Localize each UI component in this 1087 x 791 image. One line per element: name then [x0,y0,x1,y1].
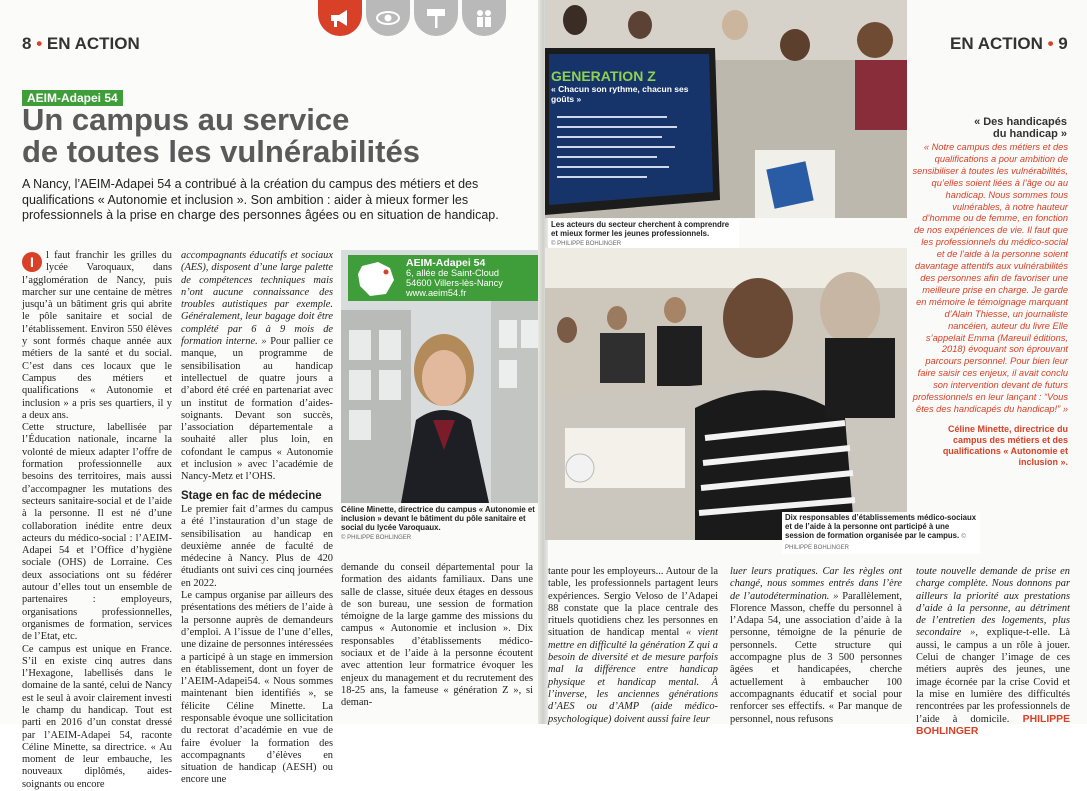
paragraph: demande du conseil départemental pour la formation des aidants familiaux. Dans une salle de classe, située deux étages en dessous de son bureau, une session de formation témoigne de la large gamme des missions du campus « Autonomie et inclusion ». Dix responsables d’établissements médico-sociaux et de l’aide à la personne écoutent avec attention leur formatrice évoquer les enjeux du management et du recrutement des 18-25 ans, la fameuse « génération Z », si deman- [341,562,533,710]
classroom-screen-photo [545,0,907,218]
paragraph: accompagnants éducatifs et sociaux (AES), disposent d’une large palette de compétences techniques mais n’ont aucune connaissance des troubles autistiques par exemple. Généralement, leur bagage doit être complété par 6 à 9 mois de formation interne. » Pour pallier ce manque, un programme de sensibilisation au handicap intellectuel de quatre jours a d’abord été créé en partenariat avec un institut de formation d’aides-soignants. Devant son succès, l’association départementale a souhaité aller plus loin, en cofondant le campus « Autonomie et inclusion » avec l’académie de Nancy-Metz et l’OHS. [181,250,333,484]
article-headline: Un campus au service de toutes les vulnérabilités [22,104,522,168]
megaphone-icon [318,0,362,36]
author-signature: PHILIPPE BOHLINGER [916,714,1070,737]
text-column-5 [730,566,902,724]
text-column-2 [181,250,333,724]
article-lead: A Nancy, l’AEIM-Adapei 54 a contribué à la création du campus des métiers et des qualifications « Autonomie et inclusion ». Son ambition : aider à mieux former les professionnels à la prise en charge des personnes âgées ou en situation de handicap. [22,177,512,224]
paragraph: Ce campus est unique en France. S’il en existe cinq autres dans l’Hexagone, labellisés dans le domaine de la santé, celui de Nancy est le seul à avoir clairement investi le champ du handicap. Tout est parti en 2016 d’un constat dressé par l’AEIM-Adapei 54, raconte Céline Minette, sa directrice. « Au moment de leur embauche, les nouveaux diplômés, aides-soignants ou encore [22,644,172,791]
france-map-icon [354,260,398,298]
paragraph: Le premier fait d’armes du campus a été l’instauration d’un stage de sensibilisation au handicap en deuxième année de faculté de médecine à Nancy. Plus de 420 étudiants ont suivi ces cinq journées en 2022. [181,504,333,590]
text-column-4 [548,566,718,724]
website-link[interactable]: www.aeim54.fr [406,288,466,298]
paragraph: tante pour les employeurs... Autour de la table, les professionnels partagent leurs expériences. Sergio Veloso de l’Adapei 88 constate que la place centrale des rituels quotidiens chez les personnes en situation de handicap mental « vient mettre en difficulté la génération Z qui a besoin de diversité et de mesure parfois mal la différence entre handicap physique et handicap mental. À l’inverse, les anciennes générations d’AES ou d’AMP (aide médico-psychologique) doivent aussi faire leur [548,566,718,726]
paragraph: luer leurs pratiques. Car les règles ont changé, nous sommes entrés dans l’ère de l’autodétermination. » Parallèlement, Florence Masson, cheffe du personnel à l’Adapa 54, une association d’aide à la personne, témoigne de la pénurie de personnels. Cette structure qui accompagne plus de 3 500 personnes âgées et handicapées, cherche actuellement à embaucher 100 accompagnants éducatif et social pour renforcer ses effectifs. « Par manque de personnel, nous refusons [730,566,902,726]
classroom-photo [545,248,907,540]
left-folio: 8 • EN ACTION [22,34,140,54]
sidebar-signature: Céline Minette, directrice du campus des métiers et des qualifications « Autonomie et inclusion ». [915,424,1068,468]
text-column-1 [22,250,172,724]
paragraph: l faut franchir les grilles du lycée Varoquaux, dans l’agglomération de Nancy, puis marcher sur une centaine de mètres jusqu’à un bâtiment gris qui abrite le pôle sanitaire et social de l’établissement. Environ 550 élèves y sont formés chaque année aux métiers de la santé et du social. C’est dans ces locaux que le Campus des métiers et qualifications « Autonomie et inclusion » a pris ses quartiers, il y a deux ans. [22,250,172,422]
signpost-icon [414,0,458,36]
text-column-6 [916,566,1070,724]
classroom-caption: Dix responsables d’établissements médico-sociaux et de l’aide à la personne ont participé à une session de formation organisée par le campus. © PHILIPPE BOHLINGER [782,512,980,554]
address-box: AEIM-Adapei 54 6, allée de Saint-Cloud 54600 Villers-lès-Nancy www.aeim54.fr [348,255,538,301]
sidebar-quote: « Notre campus des métiers et des qualifications a pour ambition de sensibiliser à toutes les vulnérabilités, qu’elles soient liées à l’âge ou au handicap. Nous sommes tous vulnérables, à notre hauteur d’homme ou de femme, en fonction de nos expériences de vie. Il faut que les professionnels du médico-social et de l’aide à la personne soient davantage attentifs aux vulnérabilités des personnes afin de favoriser une meilleure prise en charge. Je garde en mémoire le témoignage marquant d’Alain Thiesse, un journaliste nancéien, auteur du livre Elle s’appelait Emma (Mareuil éditions, 2018) évoquant son éprouvant parcours personnel. Pour bien leur faire saisir ces enjeux, il avait conclu son intervention devant de futurs professionnels en leur lançant : “Vous êtes des handicapés du handicap!” » [912,142,1068,418]
text-column-3 [341,562,533,724]
subheading: Stage en fac de médecine [181,490,333,502]
screen-title: GENERATION Z [551,68,671,84]
right-folio: EN ACTION • 9 [950,34,1068,54]
sidebar-title: « Des handicapés du handicap » [915,116,1067,140]
paragraph: Cette structure, labellisée par l’Éducation nationale, incarne la volonté de mieux adapter l’offre de formation professionnelle aux besoins des territoires, mais aussi d’accompagner les mutations des secteurs sanitaire-social et de l’aide à la personne. Il est né d’une collaboration inédite entre deux acteurs du médico-social : l’AEIM-Adapei 54 et l’Office d’hygiène sociale (OHS) de Lorraine. Ces deux associations ont su fédérer autour d’elles tout un ensemble de partenaires : employeurs, organisations professionnelles, organismes de formation, services de l’Etat, etc. [22,422,172,643]
people-icon [462,0,506,36]
portrait-caption: Céline Minette, directrice du campus « Autonomie et inclusion » devant le bâtiment du pôle sanitaire et social du lycée Varoquaux. © PHILIPPE BOHLINGER [341,505,539,543]
paragraph: toute nouvelle demande de prise en charge complète. Nous donnons par ailleurs la priorité aux prestations d’aide à la personne, au détriment de l’entretien des logements, plus secondaire », explique-t-elle. Là aussi, le campus a un rôle à jouer. Celui de changer l’image de ces métiers auprès des jeunes, une image écornée par la crise Covid et la mise en lumière des difficultés rencontrées par les professionnels de l’aide à domicile. PHILIPPE BOHLINGER [916,566,1070,738]
screen-subtitle: « Chacun son rythme, chacun ses goûts » [551,84,701,104]
screen-caption: Les acteurs du secteur cherchent à comprendre et mieux former les jeunes professionnels. © PHILIPPE BOHLINGER [549,219,739,250]
paragraph: Le campus organise par ailleurs des présentations des métiers de l’aide à la personne auprès de demandeurs d’emploi. A l’issue de l’une d’elles, une dizaine de personnes intéressées a participé à un stage en immersion en établissement, dont un foyer de l’AEIM-Adapei54. « Nous sommes maintenant bien identifiés », se félicite Céline Minette. La responsable évoque une sollicitation du rectorat d’académie en vue de faire évoluer la formation des accompagnants d’élèves en situation de handicap (AESH) ou encore une [181,590,333,787]
dropcap: I [22,252,42,272]
header-icons [318,0,506,36]
eye-icon [366,0,410,36]
organization-tag: AEIM-Adapei 54 [22,90,123,106]
